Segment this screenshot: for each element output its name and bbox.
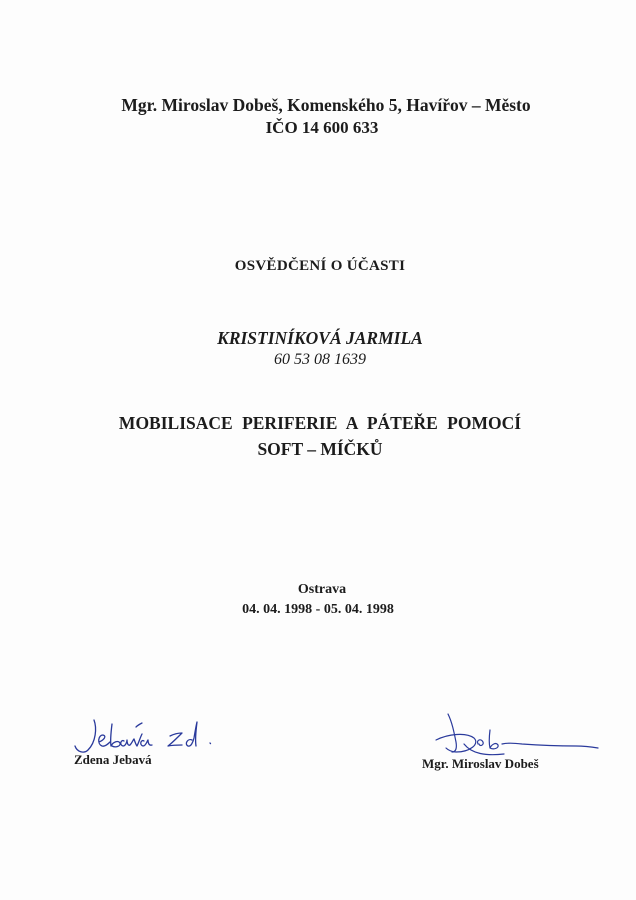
issuer-line: Mgr. Miroslav Dobeš, Komenského 5, Havířov – Město	[121, 95, 531, 115]
course-dates: 04. 04. 1998 - 05. 04. 1998	[242, 602, 394, 617]
right-signatory-name: Mgr. Miroslav Dobeš	[422, 756, 539, 771]
course-place: Ostrava	[297, 582, 347, 597]
ico-line: IČO 14 600 633	[265, 118, 379, 137]
course-title-line-2: SOFT – MÍČKŮ	[257, 439, 383, 459]
participant-name: KRISTINÍKOVÁ JARMILA	[217, 328, 423, 348]
left-signatory-name: Zdena Jebavá	[74, 752, 152, 767]
participant-id: 60 53 08 1639	[274, 351, 366, 368]
course-title-line-1: MOBILISACE PERIFERIE A PÁTEŘE POMOCÍ	[118, 413, 522, 433]
certificate-title: OSVĚDČENÍ O ÚČASTI	[234, 258, 406, 274]
